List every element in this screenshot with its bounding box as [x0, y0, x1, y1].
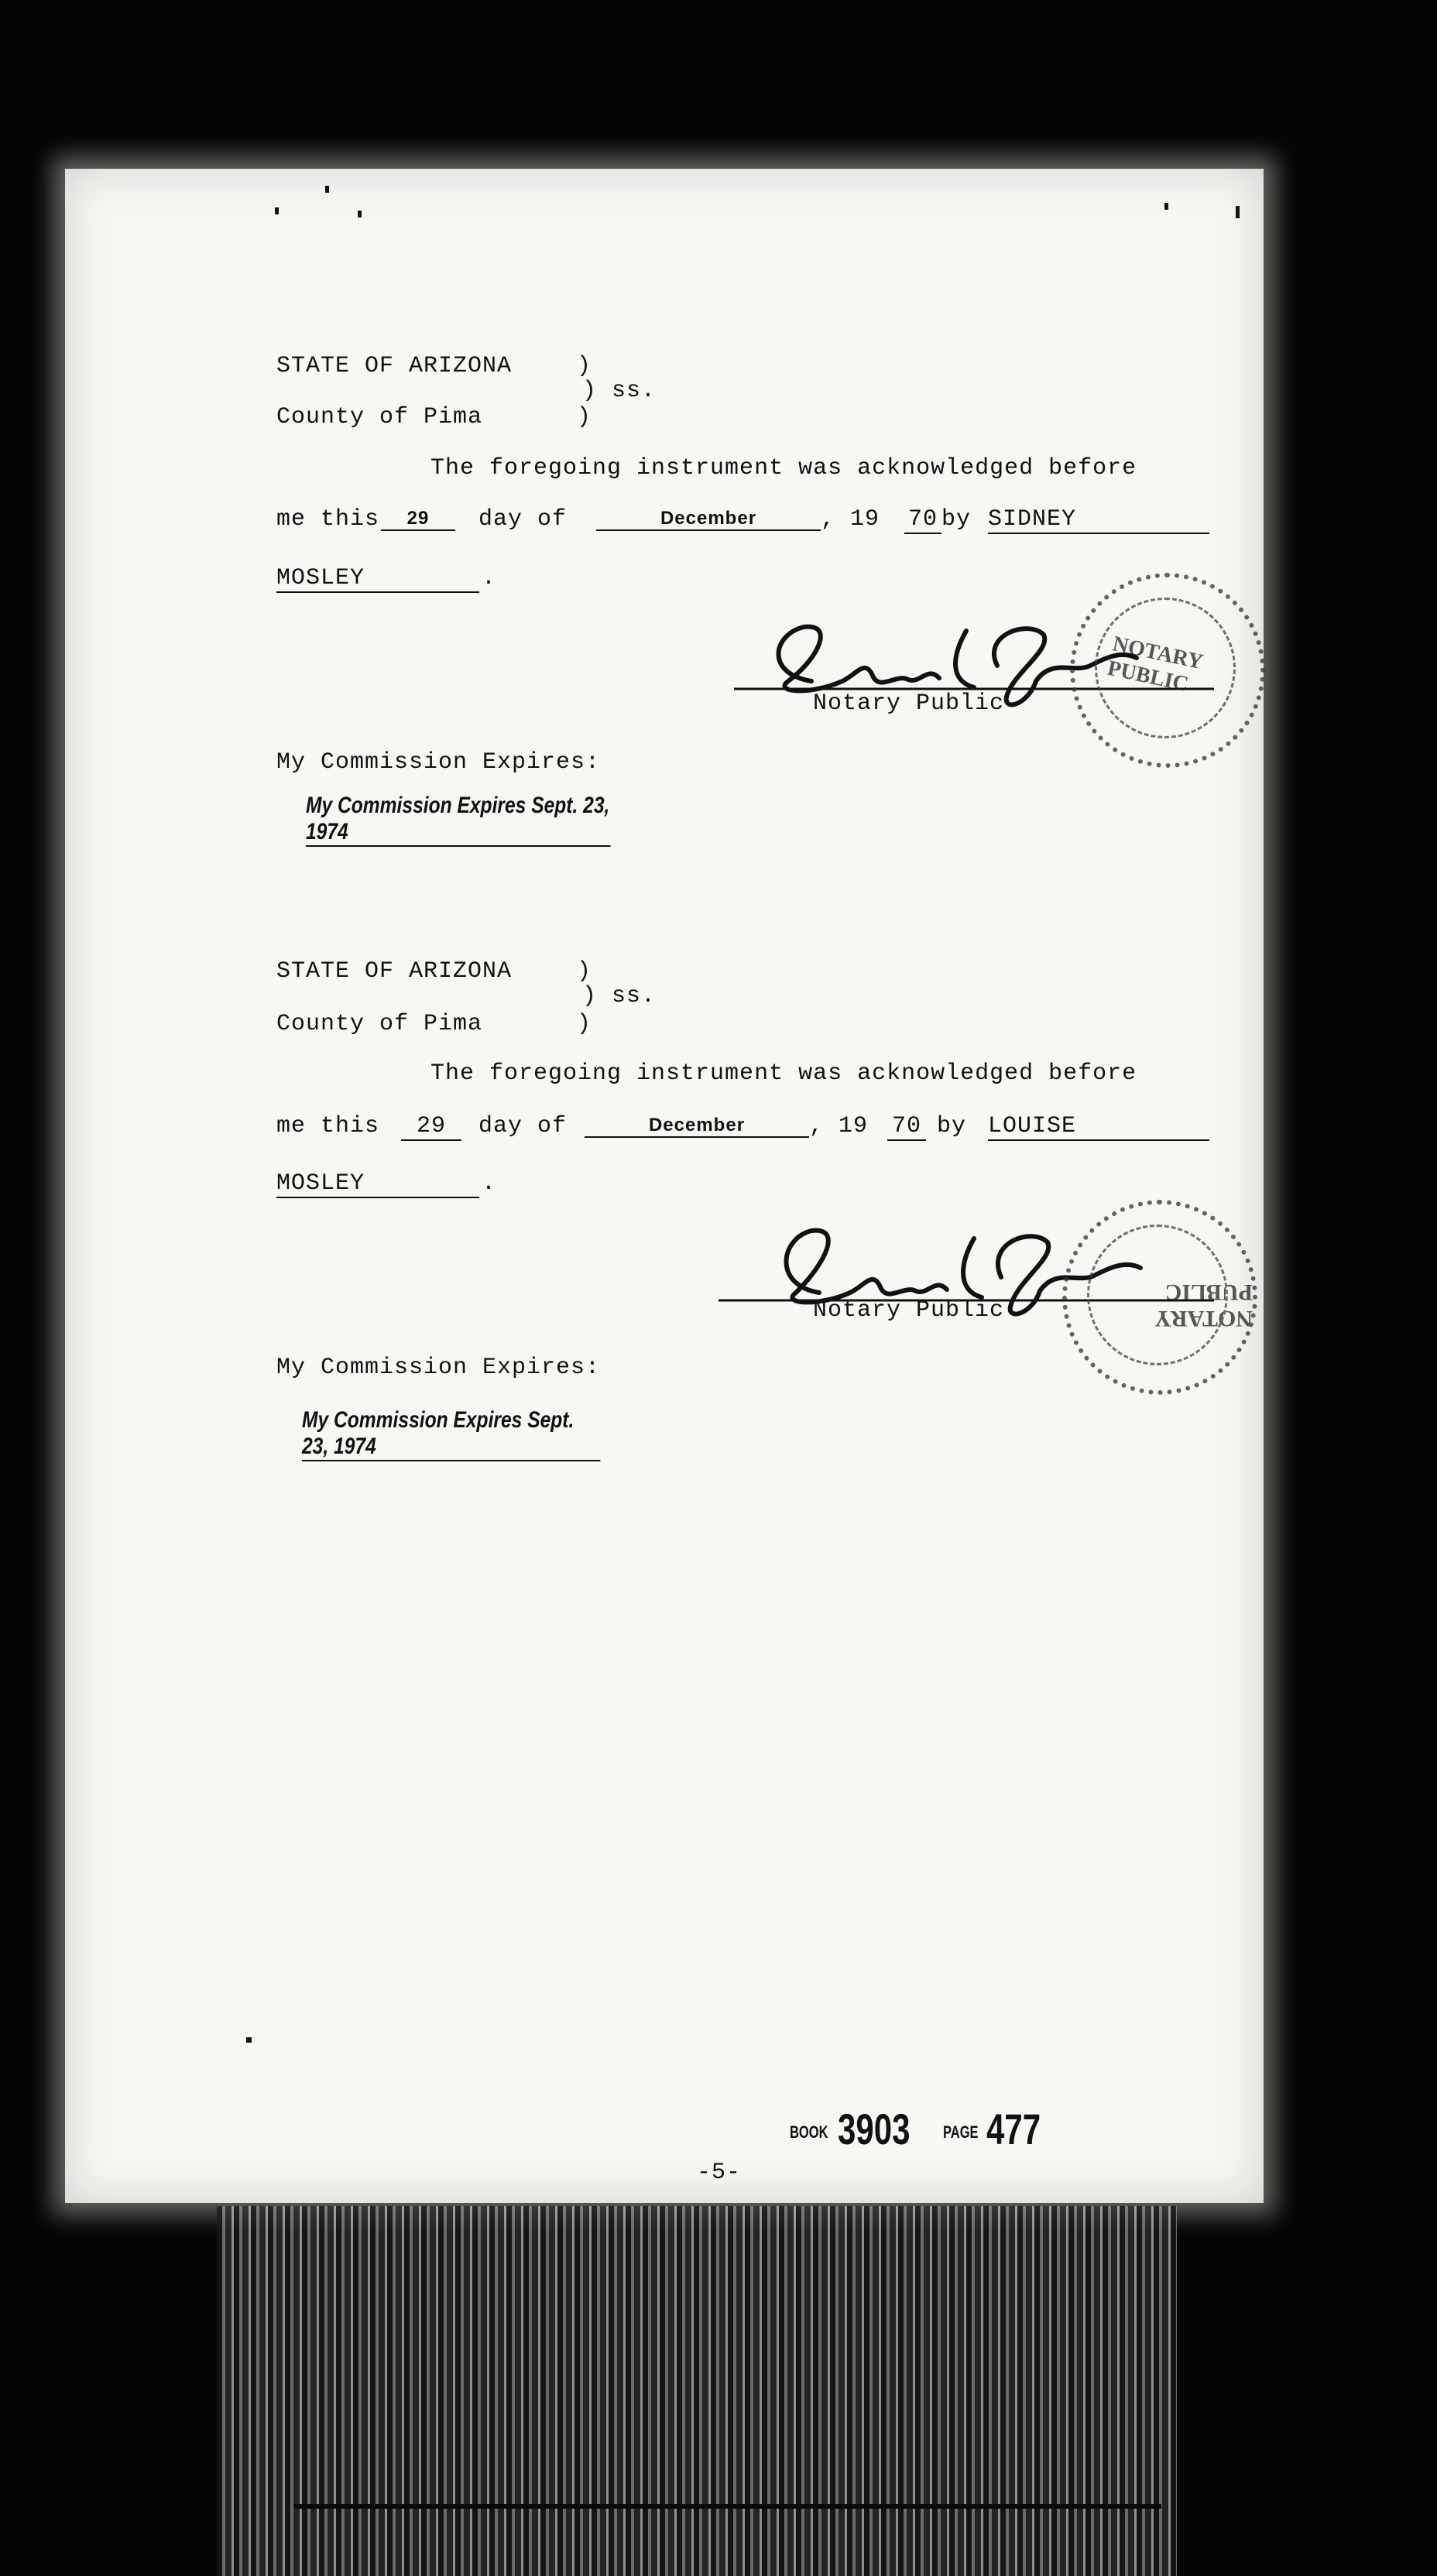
year-field: 70	[904, 506, 941, 534]
scan-speck	[1164, 203, 1168, 210]
commission-label: My Commission Expires:	[276, 1355, 601, 1381]
name-field-last: MOSLEY	[276, 1170, 479, 1198]
bracket: )	[577, 958, 592, 985]
scan-artifact	[217, 2206, 1177, 2576]
ss-label: ) ss.	[582, 983, 657, 1009]
page-number: -5-	[697, 2160, 742, 2186]
me-this-label: me this	[276, 1113, 380, 1139]
year-field: 70	[887, 1113, 926, 1141]
county-label: County of Pima	[276, 404, 483, 430]
bracket: )	[577, 353, 592, 379]
year-prefix: , 19	[809, 1113, 869, 1139]
page-number-recorded: 477	[986, 2105, 1041, 2153]
scan-artifact-line	[294, 2504, 1161, 2509]
book-label: BOOK	[790, 2122, 828, 2142]
year-prefix: , 19	[821, 506, 880, 533]
page-label: PAGE	[943, 2122, 979, 2142]
day-field: 29	[401, 1113, 461, 1141]
by-label: by	[937, 1113, 967, 1139]
month-field: December	[596, 508, 821, 531]
by-label: by	[941, 506, 972, 533]
day-of-label: day of	[478, 1113, 568, 1139]
state-heading: STATE OF ARIZONA	[276, 958, 513, 985]
period: .	[482, 1170, 497, 1197]
state-heading: STATE OF ARIZONA	[276, 353, 513, 379]
bracket: )	[577, 404, 592, 430]
scan-speck	[246, 2037, 252, 2043]
scan-speck	[275, 207, 279, 214]
name-field-first: LOUISE	[988, 1113, 1209, 1141]
seal-text: NOTARY PUBLIC	[1155, 1279, 1253, 1331]
acknowledgment-sentence: The foregoing instrument was acknowledged before	[430, 455, 1137, 481]
commission-label: My Commission Expires:	[276, 749, 601, 776]
commission-stamp: My Commission Expires Sept. 23, 1974	[306, 793, 611, 847]
name-field-last: MOSLEY	[276, 565, 479, 593]
scan-speck	[358, 211, 362, 218]
scan-speck	[1236, 206, 1240, 218]
ss-label: ) ss.	[582, 378, 657, 404]
book-number: 3903	[838, 2105, 911, 2153]
notary-seal	[1070, 573, 1265, 768]
scan-speck	[325, 186, 329, 193]
me-this-label: me this	[276, 506, 380, 533]
day-of-label: day of	[478, 506, 568, 533]
name-field-first: SIDNEY	[988, 506, 1209, 534]
notary-seal	[1062, 1200, 1257, 1395]
month-field: December	[585, 1115, 809, 1138]
county-label: County of Pima	[276, 1011, 483, 1037]
day-field: 29	[381, 508, 455, 531]
acknowledgment-sentence: The foregoing instrument was acknowledged before	[430, 1060, 1137, 1087]
bracket: )	[577, 1011, 592, 1037]
seal-text: NOTARY PUBLIC	[1105, 632, 1205, 697]
notary-public-label: Notary Public	[813, 690, 1005, 717]
period: .	[482, 565, 497, 591]
notary-public-label: Notary Public	[813, 1297, 1005, 1324]
commission-stamp: My Commission Expires Sept. 23, 1974	[302, 1407, 600, 1461]
